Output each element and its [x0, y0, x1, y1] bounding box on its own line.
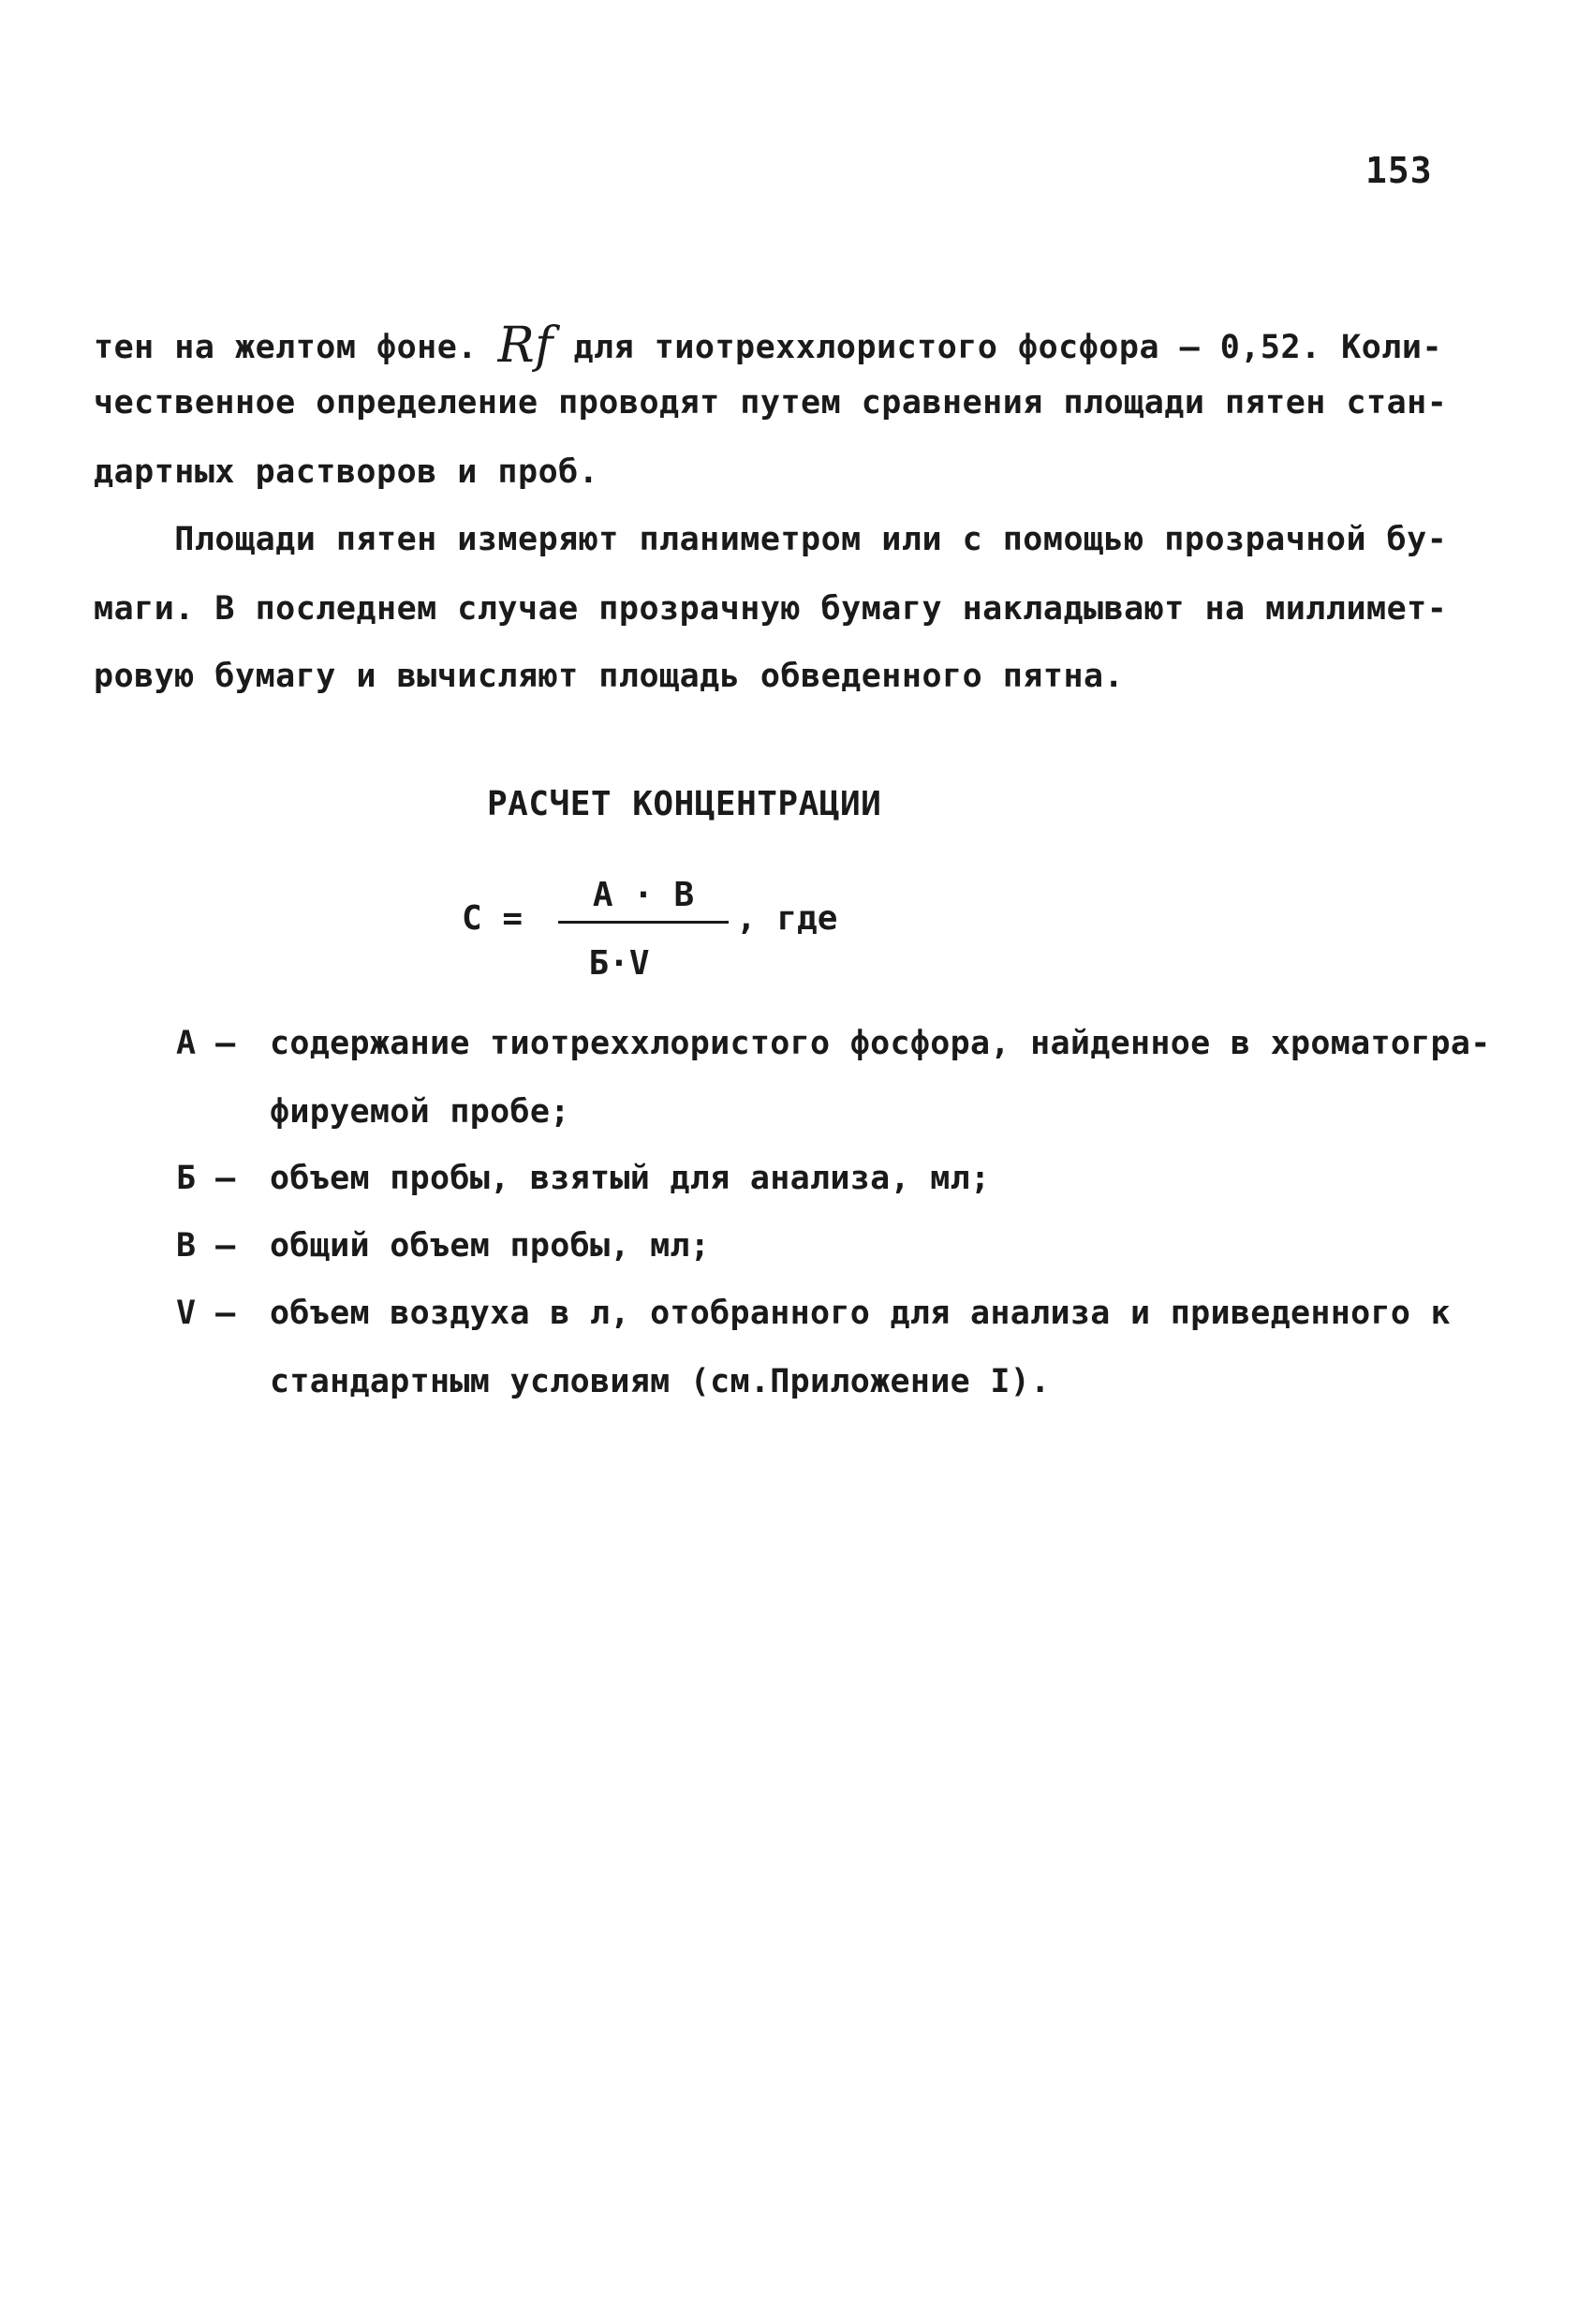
page-number: 153 — [1365, 150, 1433, 191]
paragraph-2-line-1: Площади пятен измеряют планиметром или с помощью прозрачной бу- — [94, 521, 1448, 558]
section-heading: РАСЧЕТ КОНЦЕНТРАЦИИ — [487, 785, 882, 823]
formula-denominator: Б·V — [588, 944, 650, 983]
paragraph-1-line-3: дартных растворов и проб. — [94, 453, 599, 491]
handwritten-rf-mark: Rf — [497, 318, 553, 374]
formula-numerator: А · В — [592, 876, 695, 914]
formula-lhs: С = — [462, 899, 524, 938]
definition-a-line-1: содержание тиотреххлористого фосфора, найденное в хроматогра- — [270, 1025, 1491, 1062]
formula-fraction-bar — [558, 921, 729, 924]
definition-a-line-2: фируемой пробе; — [270, 1093, 570, 1131]
paragraph-1-line-1-start: тен на желтом фоне. — [94, 329, 478, 366]
definition-term-a: А – — [176, 1025, 236, 1062]
paragraph-2-line-3: ровую бумагу и вычисляют площадь обведенного пятна. — [94, 658, 1125, 695]
definition-term-volume: V – — [176, 1295, 236, 1332]
definition-b-line-1: объем пробы, взятый для анализа, мл; — [270, 1160, 991, 1197]
formula-tail: , где — [736, 899, 838, 938]
definition-volume-line-2: стандартным условиям (см.Приложение I). — [270, 1363, 1051, 1400]
paragraph-1-line-2: чественное определение проводят путем сравнения площади пятен стан- — [94, 384, 1448, 422]
definition-term-b: Б – — [176, 1160, 236, 1197]
definition-v-line-1: общий объем пробы, мл; — [270, 1227, 711, 1265]
definition-volume-line-1: объем воздуха в л, отобранного для анализа и приведенного к — [270, 1295, 1451, 1332]
paragraph-1-line-1 — [94, 314, 1443, 374]
definition-term-v: В – — [176, 1227, 236, 1265]
paragraph-1-line-1-end: для тиотреххлористого фосфора – 0,52. Коли- — [573, 329, 1443, 366]
paragraph-2-line-2: маги. В последнем случае прозрачную бумагу накладывают на миллимет- — [94, 590, 1448, 628]
